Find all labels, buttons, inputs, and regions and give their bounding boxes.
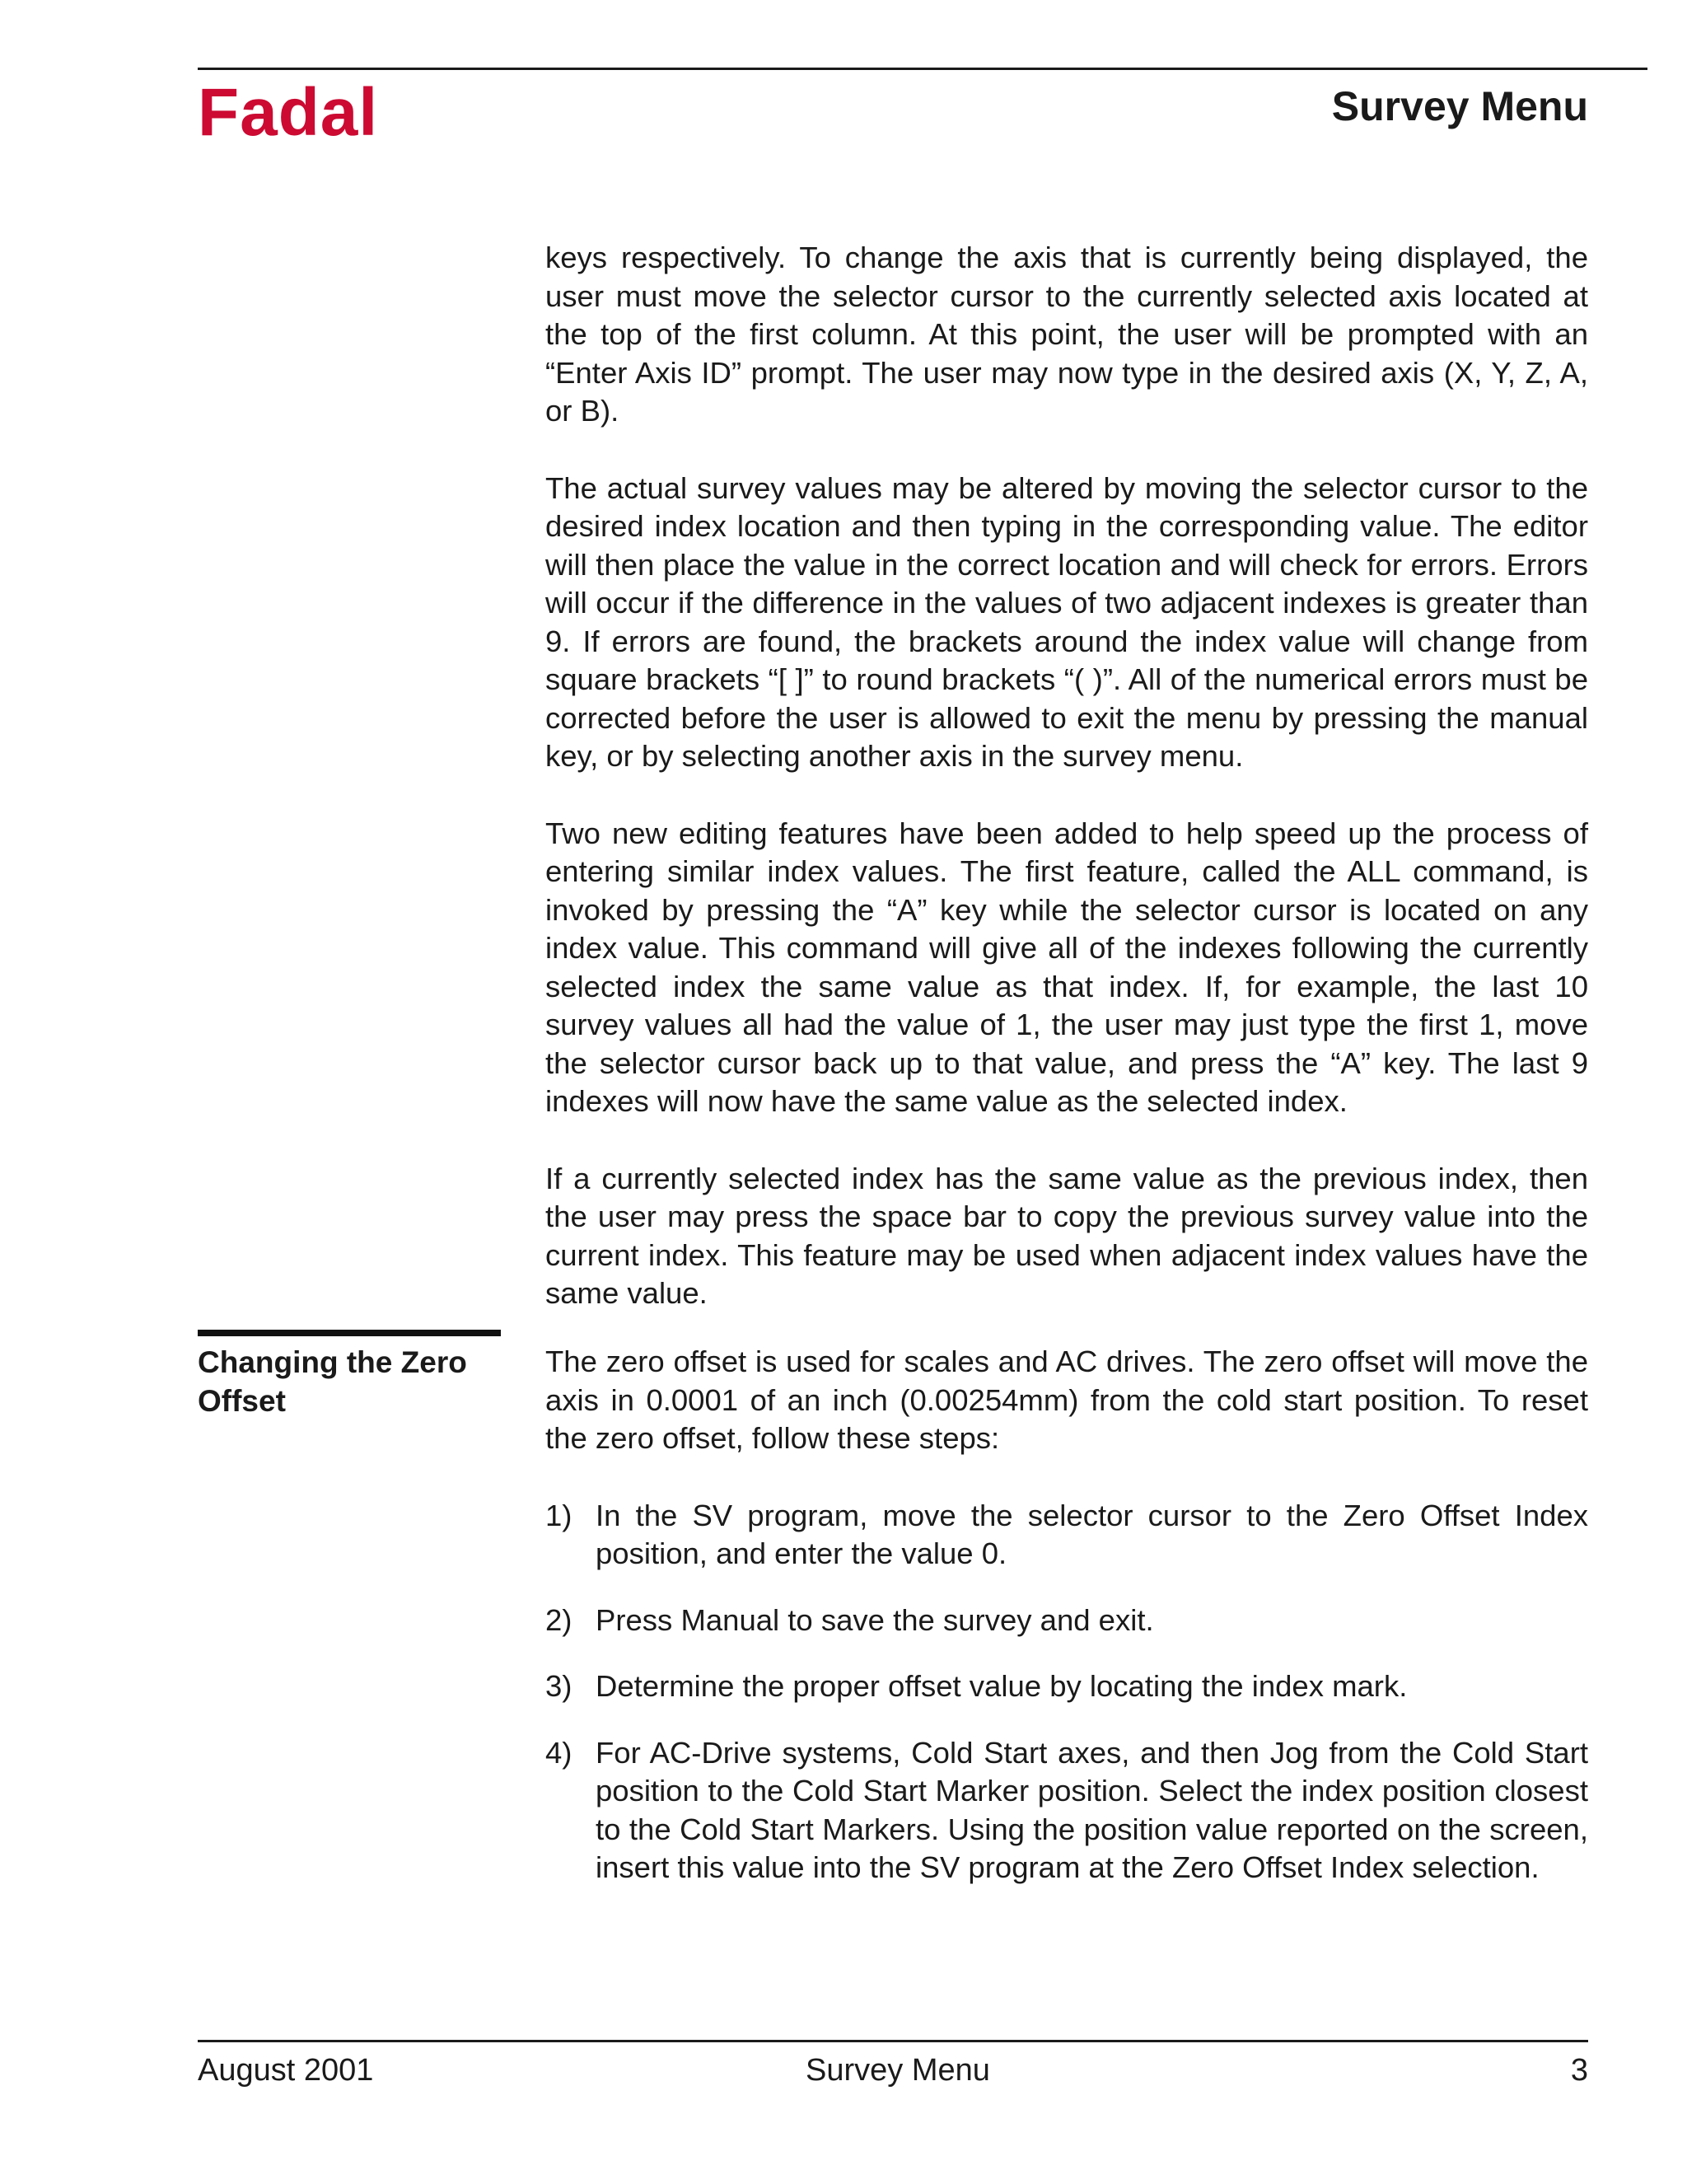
step-number: 2) (545, 1602, 572, 1637)
step-item (545, 1602, 1588, 1640)
step-number: 3) (545, 1669, 572, 1703)
step-item (545, 1497, 1588, 1574)
brand-logo: Fadal (198, 75, 379, 150)
header-top-rule (198, 68, 1647, 70)
body-paragraph: The actual survey values may be altered by moving the selector cursor to the desired index location and then typing in the corresponding value. The editor will then place the value in the correct location and will check for errors. Errors will occur if the difference in the values of two adjacent indexes is greater than 9. If errors are found, the brackets around the index value will change from square brackets “[ ]” to round brackets “( )”. All of the numerical errors must be corrected before the user is allowed to exit the menu by pressing the manual key, or by selecting another axis in the survey menu. (545, 470, 1588, 773)
step-number: 1) (545, 1498, 572, 1532)
body-text-section (545, 239, 1588, 1352)
page-number: 3 (1570, 2053, 1588, 2088)
step-text: In the SV program, move the selector cursor to the Zero Offset Index position, and enter the value 0. (596, 1498, 1588, 1570)
body-paragraph: If a currently selected index has the same value as the previous index, then the user may press the space bar to copy the previous survey value into the current index. This feature may be used when adjacent index values have the same value. (545, 1161, 1588, 1310)
page-header-title: Survey Menu (1331, 83, 1588, 129)
body-paragraph: Two new editing features have been added to help speed up the process of entering similar index values. The first feature, called the ALL command, is invoked by pressing the “A” key while the selector cursor is located on any index value. This command will give all of the indexes following the currently selected index the same value as that index. If, for example, the last 10 survey values all had the value of 1, the user may just type the first 1, move the selector cursor back up to that value, and press the “A” key. The last 9 indexes will now have the same value as the selected index. (545, 816, 1588, 1118)
footer-rule (198, 2040, 1588, 2042)
zero-offset-section (545, 1343, 1588, 1915)
footer-title: Survey Menu (806, 2053, 990, 2088)
step-text: For AC-Drive systems, Cold Start axes, and then Jog from the Cold Start position to the Cold Start Marker position. Select the index position closest to the Cold Start Markers. Using the position value reported on the screen, insert this value into the SV program at the Zero Offset Index selection. (596, 1735, 1588, 1884)
zero-offset-intro: The zero offset is used for scales and AC drives. The zero offset will move the axis in 0.0001 of an inch (0.00254mm) from the cold start position. To reset the zero offset, follow these steps: (545, 1345, 1588, 1455)
step-text: Determine the proper offset value by locating the index mark. (596, 1669, 1408, 1703)
step-text: Press Manual to save the survey and exit. (596, 1602, 1154, 1637)
step-item (545, 1667, 1588, 1706)
body-paragraph: keys respectively. To change the axis that is currently being displayed, the user must move the selector cursor to the currently selected axis located at the top of the first column. At this point, the user will be prompted with an “Enter Axis ID” prompt. The user may now type in the desired axis (X, Y, Z, A, or B). (545, 241, 1588, 428)
footer-date: August 2001 (198, 2053, 374, 2088)
section-divider-rule (198, 1330, 501, 1336)
section-heading: Changing the Zero Offset (198, 1345, 467, 1418)
step-number: 4) (545, 1735, 572, 1770)
steps-list (545, 1497, 1588, 1887)
step-item (545, 1734, 1588, 1887)
